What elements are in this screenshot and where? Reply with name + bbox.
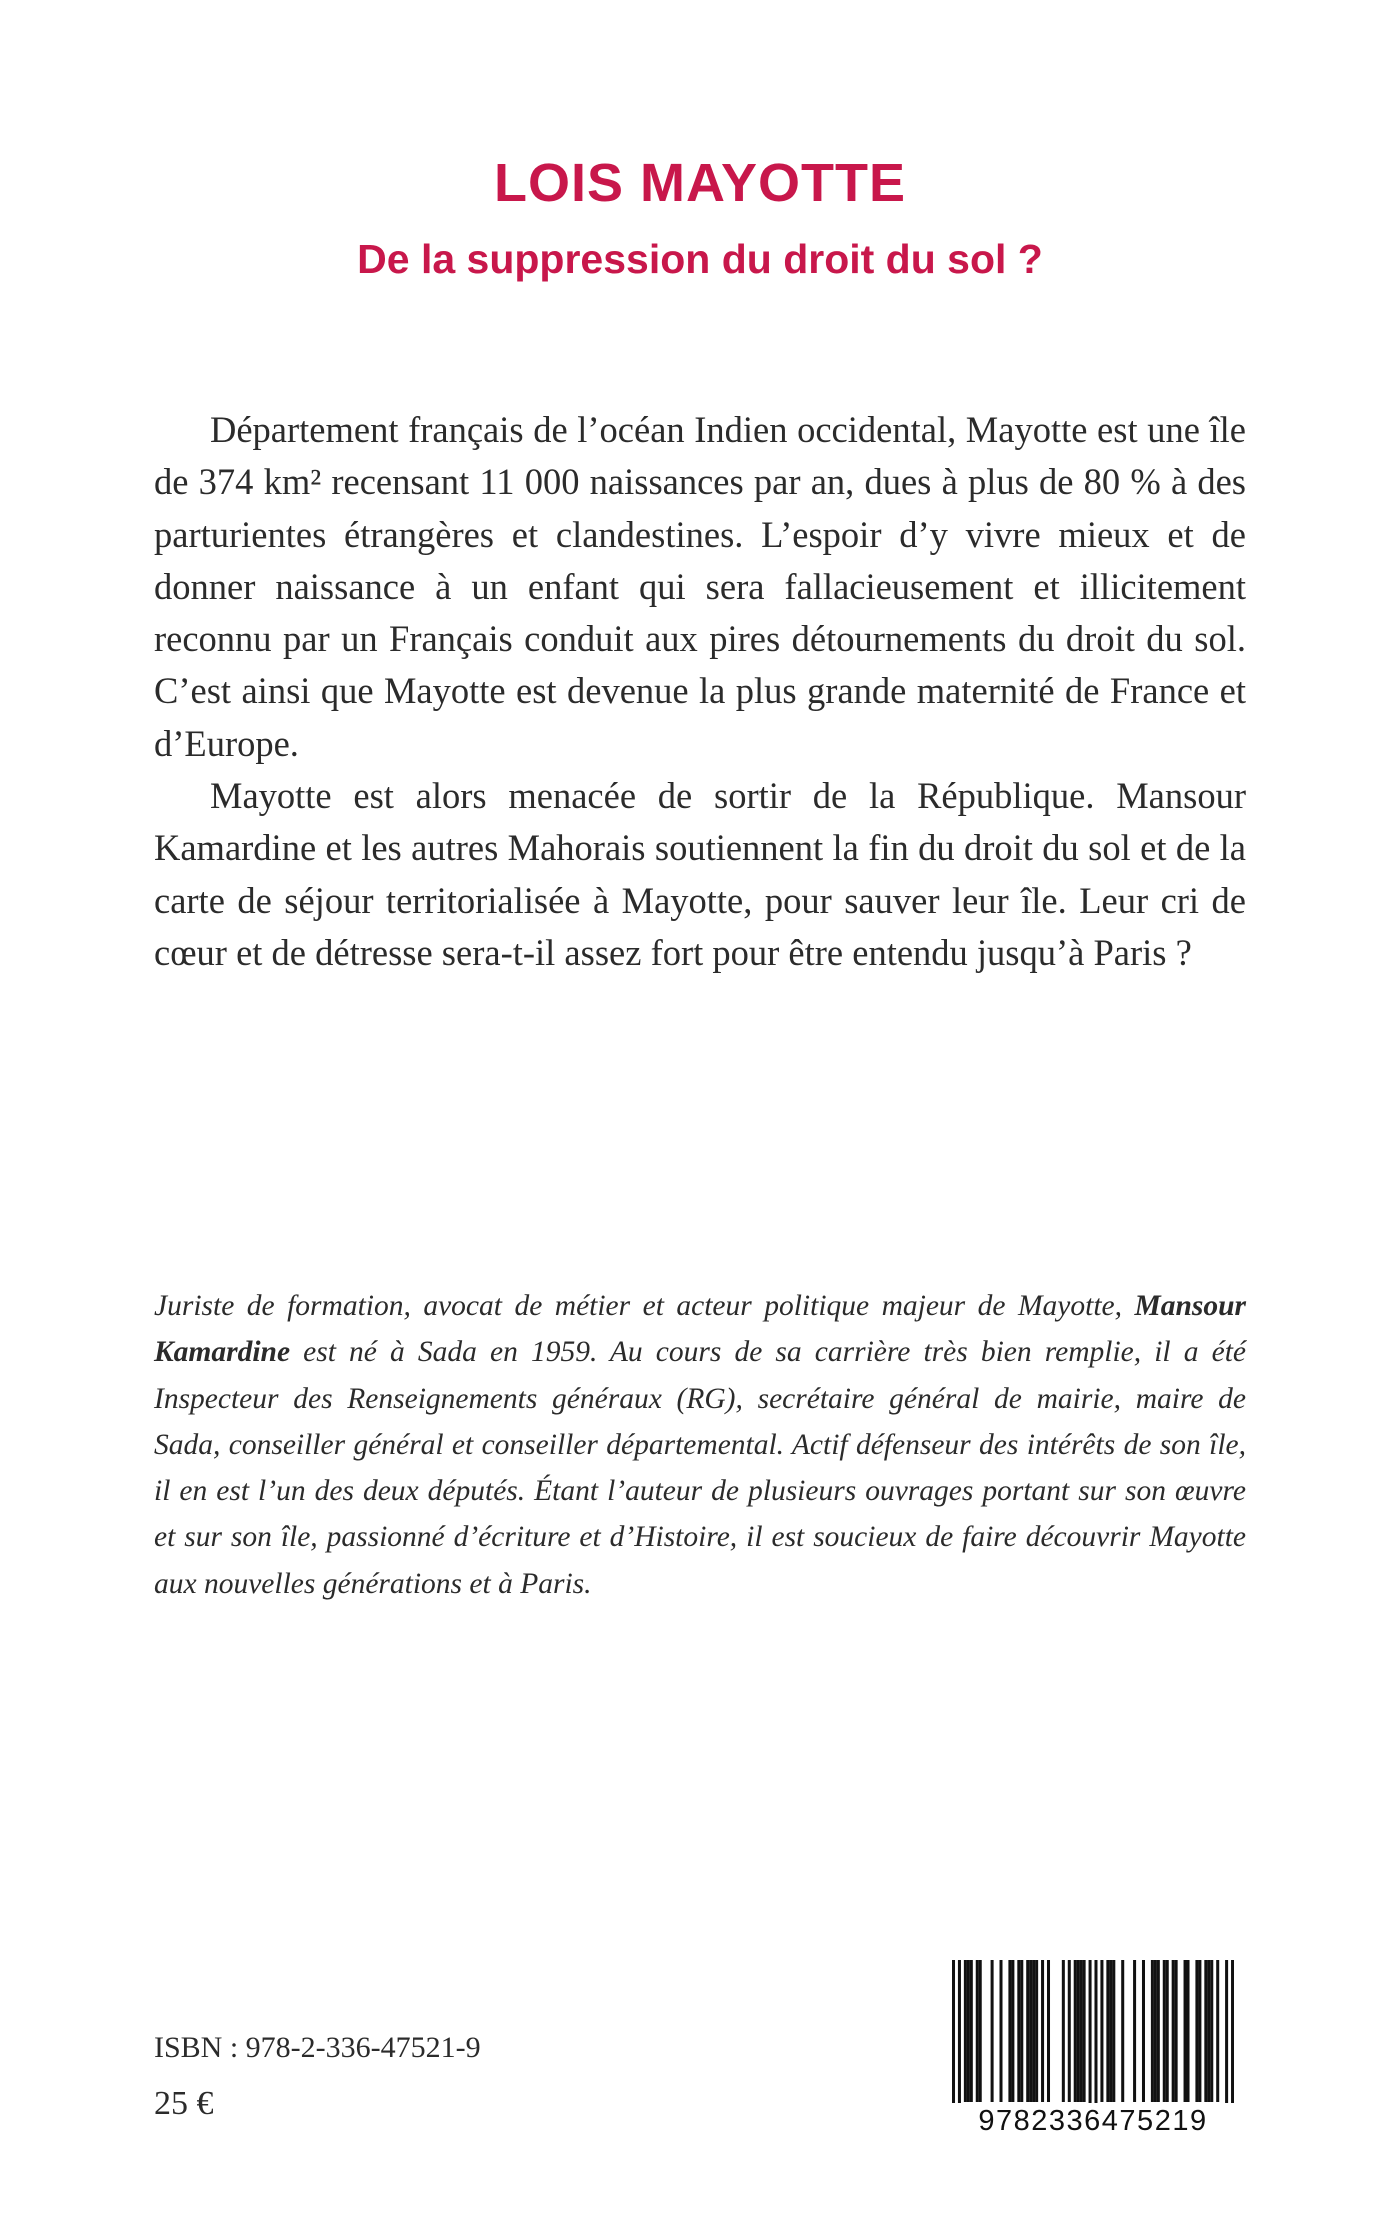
author-bio-intro: Juriste de formation, avocat de métier et acteur politique majeur de Mayotte, — [154, 1290, 1135, 1322]
barcode-bar — [1204, 1960, 1207, 2102]
back-cover-description — [154, 404, 1246, 979]
barcode-bar — [952, 1960, 955, 2110]
barcode-bar — [979, 1960, 982, 2102]
barcode-bar — [1121, 1960, 1124, 2102]
barcode-bar — [999, 1960, 1002, 2102]
barcode-bar — [1100, 1960, 1103, 2102]
author-name: Mansour Kamardine — [154, 1290, 1246, 1369]
barcode-bar — [1106, 1960, 1109, 2102]
barcode-bar — [1112, 1960, 1115, 2102]
barcode — [952, 1960, 1234, 2140]
barcode-bar — [1210, 1960, 1213, 2102]
barcode-bar — [1080, 1960, 1083, 2102]
barcode-bar — [1035, 1960, 1038, 2102]
description-paragraph-2: Mayotte est alors menacée de sortir de la République. Mansour Kamardine et les autres Mahorais soutiennent la fin du droit du sol et de la carte de séjour territorialisée à Mayotte, pour sauver leur île. Leur cri de cœur et de détresse sera-t-il assez fort pour être entendu jusqu’à Paris ? — [154, 775, 1246, 973]
barcode-bar — [1020, 1960, 1023, 2102]
book-title: LOIS MAYOTTE — [493, 153, 907, 213]
barcode-bar — [1032, 1960, 1035, 2102]
barcode-bar — [1198, 1960, 1201, 2102]
barcode-bar — [958, 1960, 961, 2110]
barcode-bar — [1163, 1960, 1166, 2102]
barcode-bar — [1026, 1960, 1029, 2102]
barcode-bar — [1029, 1960, 1032, 2102]
price-text: 25 € — [154, 2085, 214, 2122]
barcode-bar — [1062, 1960, 1065, 2102]
barcode-bars — [952, 1960, 1234, 2110]
barcode-bar — [1195, 1960, 1198, 2102]
barcode-bar — [1175, 1960, 1178, 2102]
barcode-bar — [970, 1960, 973, 2102]
barcode-bar — [1074, 1960, 1077, 2102]
barcode-bar — [1133, 1960, 1136, 2102]
barcode-bar — [1187, 1960, 1190, 2102]
barcode-bar — [1225, 1960, 1228, 2110]
barcode-bar — [1008, 1960, 1011, 2102]
barcode-bar — [1157, 1960, 1160, 2102]
barcode-bar — [1011, 1960, 1014, 2102]
barcode-bar — [1166, 1960, 1169, 2102]
barcode-bar — [991, 1960, 994, 2102]
barcode-bar — [1068, 1960, 1071, 2102]
barcode-bar — [1109, 1960, 1112, 2102]
barcode-bar — [964, 1960, 967, 2102]
barcode-digits: 9782336475219 — [952, 2103, 1234, 2139]
description-paragraph-1: Département français de l’océan Indien occidental, Mayotte est une île de 374 km² recensant 11 000 naissances par an, dues à plus de 80 % à des parturientes étrangères et clandestines. L’espoir d’y vivre mieux et de donner naissance à un enfant qui sera fallacieusement et illicitement reconnu par un Français conduit aux pires détournements du droit du sol. C’est ainsi que Mayotte est devenue la plus grande maternité de France et d’Europe. — [154, 409, 1246, 764]
barcode-bar — [1089, 1960, 1092, 2110]
barcode-bar — [967, 1960, 970, 2102]
book-subtitle: De la suppression du droit du sol ? — [357, 236, 1043, 282]
barcode-bar — [1207, 1960, 1210, 2102]
barcode-bar — [1017, 1960, 1020, 2102]
barcode-bar — [1154, 1960, 1157, 2102]
author-bio-rest: est né à Sada en 1959. Au cours de sa carrière très bien remplie, il a été Inspecteur des Renseignements généraux (RG), secrétaire général de mairie, maire de Sada, conseiller général et conseiller départemental. Actif défenseur des intérêts de son île, il en est l’un des deux députés. Étant l’auteur de plusieurs ouvrages portant sur son œuvre et sur son île, passionné d’écriture et d’Histoire, il est soucieux de faire découvrir Mayotte aux nouvelles générations et à Paris. — [154, 1336, 1246, 1600]
isbn-text: ISBN : 978-2-336-47521-9 — [154, 2031, 481, 2064]
barcode-bar — [1142, 1960, 1145, 2102]
barcode-bar — [1172, 1960, 1175, 2102]
barcode-bar — [1184, 1960, 1187, 2102]
barcode-bar — [1077, 1960, 1080, 2102]
barcode-bar — [1151, 1960, 1154, 2102]
barcode-bar — [1041, 1960, 1044, 2102]
barcode-bar — [1083, 1960, 1086, 2102]
barcode-bar — [1047, 1960, 1050, 2102]
barcode-bar — [976, 1960, 979, 2102]
barcode-bar — [1216, 1960, 1219, 2102]
barcode-bar — [1231, 1960, 1234, 2110]
author-biography — [154, 1283, 1246, 1607]
barcode-bar — [1094, 1960, 1097, 2110]
